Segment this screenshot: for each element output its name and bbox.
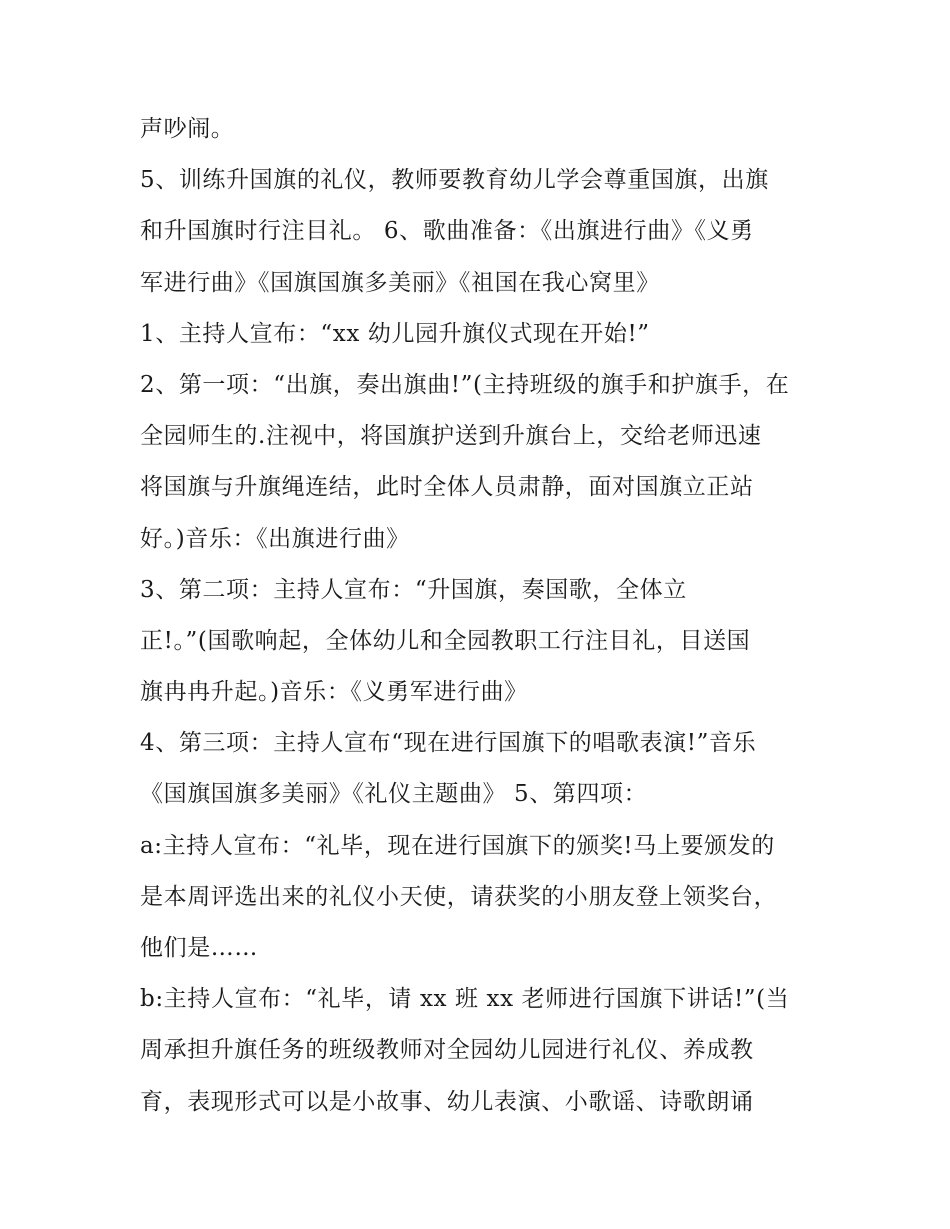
text-line: 旗冉冉升起。)音乐：《义勇军进行曲》 <box>140 679 528 706</box>
text-line: 声吵闹。 <box>140 116 235 142</box>
text-line: 军进行曲》《国旗国旗多美丽》《祖国在我心窝里》 <box>140 269 660 296</box>
text-line: 正!。”(国歌响起，全体幼儿和全园教职工行注目礼，目送国 <box>140 627 751 654</box>
text-line: 2、第一项：“出旗，奏出旗曲!”(主持班级的旗手和护旗手，在 <box>140 371 790 398</box>
text-line: 和升国旗时行注目礼。 6、歌曲准备：《出旗进行曲》《义勇 <box>140 218 754 245</box>
text-line: 好。)音乐：《出旗进行曲》 <box>140 525 410 552</box>
text-line: a:主持人宣布：“礼毕，现在进行国旗下的颁奖!马上要颁发的 <box>140 832 775 859</box>
text-line: 1、主持人宣布：“xx 幼儿园升旗仪式现在开始!” <box>140 320 650 347</box>
text-line: 3、第二项：主持人宣布：“升国旗，奏国歌，全体立 <box>140 576 687 603</box>
text-line: 5、训练升国旗的礼仪，教师要教育幼儿学会尊重国旗，出旗 <box>140 167 769 194</box>
body-text <box>140 104 830 1128</box>
text-line: 《国旗国旗多美丽》《礼仪主题曲》 5、第四项： <box>140 781 648 808</box>
text-line: 4、第三项：主持人宣布“现在进行国旗下的唱歌表演!”音乐 <box>140 730 757 757</box>
text-line: 他们是…… <box>140 935 258 961</box>
text-line: 是本周评选出来的礼仪小天使，请获奖的小朋友登上领奖台， <box>140 883 778 910</box>
text-line: b:主持人宣布：“礼毕，请 xx 班 xx 老师进行国旗下讲话!”(当 <box>140 986 790 1013</box>
text-line: 全园师生的.注视中，将国旗护送到升旗台上，交给老师迅速 <box>140 423 762 450</box>
text-line: 育，表现形式可以是小故事、幼儿表演、小歌谣、诗歌朗诵 <box>140 1088 754 1115</box>
text-line: 将国旗与升旗绳连结，此时全体人员肃静，面对国旗立正站 <box>140 474 754 501</box>
text-line: 周承担升旗任务的班级教师对全园幼儿园进行礼仪、养成教 <box>140 1037 754 1064</box>
